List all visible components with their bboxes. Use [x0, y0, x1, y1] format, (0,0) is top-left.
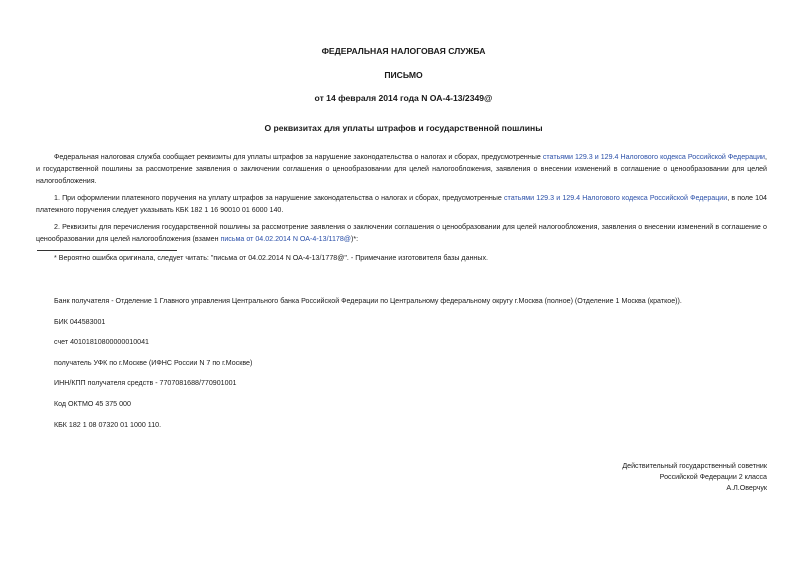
letter-link[interactable]: письма от 04.02.2014 N ОА-4-13/1178@ [220, 235, 351, 244]
requisite-kbk: КБК 182 1 08 07320 01 1000 110. [54, 421, 162, 429]
paragraph-intro-text-1: Федеральная налоговая служба сообщает реквизиты для уплаты штрафов за нарушение законодательства о налогах и сборах, предусмотренные [54, 153, 543, 161]
document-type: ПИСЬМО [384, 70, 423, 80]
paragraph-1-text-1: 1. При оформлении платежного поручения на уплату штрафов за нарушение законодательства о налогах и сборах, предусмотренные [54, 194, 504, 202]
paragraph-intro-text-2: , и государственной пошлины за рассмотрение заявления о заключении соглашения о ценообразовании для целей налогообложения, заявления о внесении изменений в соглашение о ценообразовании для целей налогообложения. [36, 153, 767, 186]
paragraph-2-text-1: 2. Реквизиты для перечисления государственной пошлины за рассмотрение заявления о заключении соглашения о ценообразовании для целей налогообложения, заявления о внесении изменений в соглашение о ценообразовании для целей налогообложения (взамен [36, 223, 767, 244]
tax-code-link-1[interactable]: статьями 129.3 и 129.4 Налогового кодекса Российской Федерации [542, 153, 766, 161]
signature-position-2: Российской Федерации 2 класса [659, 473, 767, 481]
paragraph-1-text-2: , в поле 104 платежного поручения следует указывать КБК 182 1 16 90010 01 6000 140. [36, 194, 767, 215]
signature-name: А.Л.Оверчук [726, 484, 767, 492]
signature-position-1: Действительный государственный советник [622, 462, 767, 470]
paragraph-2 [36, 221, 767, 245]
requisite-account: счет 40101810800000010041 [54, 338, 149, 346]
paragraph-intro [36, 151, 767, 188]
requisite-bank: Банк получателя - Отделение 1 Главного управления Центрального банка Российской Федерации по Центральному федеральному округу г.Москва (полное) (Отделение 1 Москва (краткое)). [54, 297, 682, 305]
footnote: * Вероятно ошибка оригинала, следует читать: "письма от 04.02.2014 N ОА-4-13/1778@". - Примечание изготовителя базы данных. [54, 254, 488, 262]
paragraph-2-text-2: )*: [351, 235, 359, 244]
footnote-divider [37, 250, 177, 251]
requisite-oktmo: Код ОКТМО 45 375 000 [54, 400, 131, 408]
paragraph-1 [36, 192, 767, 216]
document-date: от 14 февраля 2014 года N ОА-4-13/2349@ [314, 93, 493, 103]
requisite-recipient: получатель УФК по г.Москве (ИФНС России N 7 по г.Москве) [54, 359, 253, 367]
requisite-bik: БИК 044583001 [54, 318, 106, 326]
tax-code-link-2[interactable]: статьями 129.3 и 129.4 Налогового кодекса Российской Федерации [504, 194, 728, 202]
agency-title: ФЕДЕРАЛЬНАЯ НАЛОГОВАЯ СЛУЖБА [321, 46, 486, 56]
requisite-inn-kpp: ИНН/КПП получателя средств - 7707081688/770901001 [54, 379, 237, 387]
document-subject: О реквизитах для уплаты штрафов и государственной пошлины [264, 123, 543, 133]
